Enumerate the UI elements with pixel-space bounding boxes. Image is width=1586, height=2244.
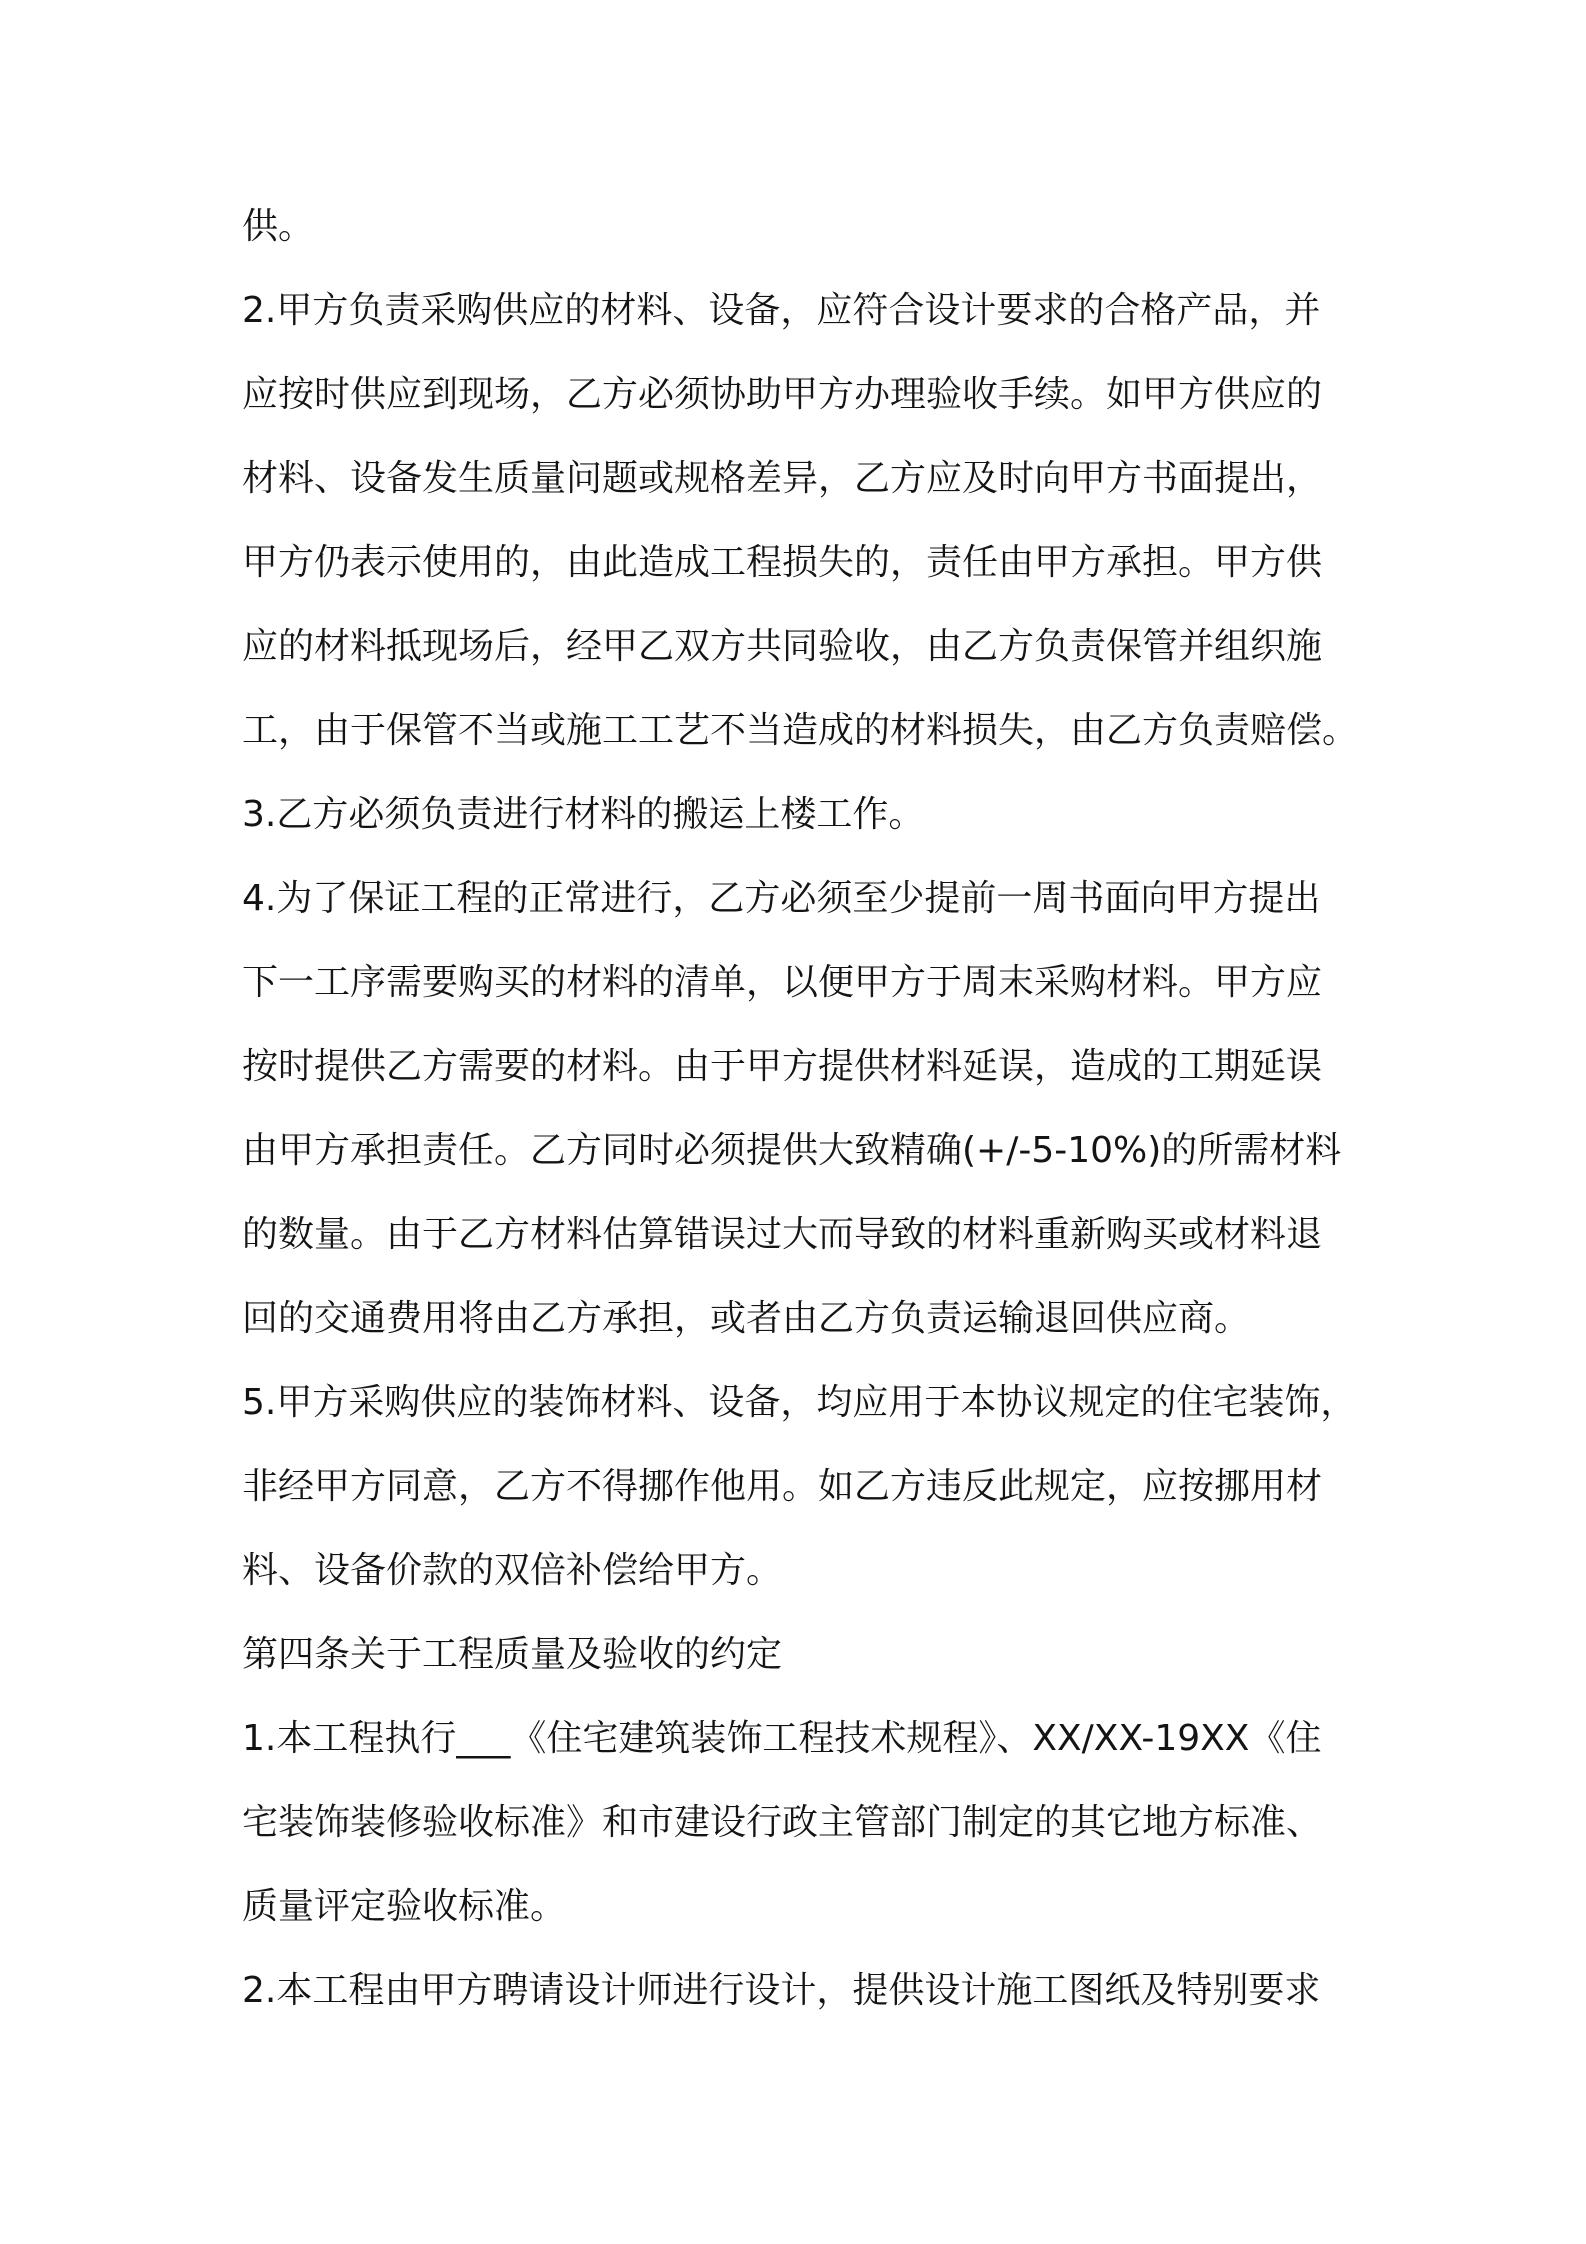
text-line: 应的材料抵现场后，经甲乙双方共同验收，由乙方负责保管并组织施 bbox=[242, 626, 1323, 667]
text-line: 4.为了保证工程的正常进行，乙方必须至少提前一周书面向甲方提出 bbox=[242, 878, 1321, 919]
text-line: 非经甲方同意，乙方不得挪作他用。如乙方违反此规定，应按挪用材 bbox=[242, 1466, 1323, 1507]
text-line: 2.本工程由甲方聘请设计师进行设计，提供设计施工图纸及特别要求 bbox=[242, 1970, 1321, 2011]
text-line: 的数量。由于乙方材料估算错误过大而导致的材料重新购买或材料退 bbox=[242, 1214, 1323, 1255]
text-line: 1.本工程执行___《住宅建筑装饰工程技术规程》、XX/XX-19XX《住 bbox=[242, 1718, 1322, 1759]
text-line: 材料、设备发生质量问题或规格差异，乙方应及时向甲方书面提出， bbox=[242, 458, 1323, 499]
text-line: 按时提供乙方需要的材料。由于甲方提供材料延误，造成的工期延误 bbox=[242, 1046, 1323, 1087]
text-line: 宅装饰装修验收标准》和市建设行政主管部门制定的其它地方标准、 bbox=[242, 1802, 1323, 1843]
text-line: 料、设备价款的双倍补偿给甲方。 bbox=[242, 1550, 783, 1591]
text-line: 回的交通费用将由乙方承担，或者由乙方负责运输退回供应商。 bbox=[242, 1298, 1251, 1339]
text-line: 3.乙方必须负责进行材料的搬运上楼工作。 bbox=[242, 794, 925, 835]
text-line: 供。 bbox=[242, 206, 315, 247]
text-line: 甲方仍表示使用的，由此造成工程损失的，责任由甲方承担。甲方供 bbox=[242, 542, 1323, 583]
text-line: 质量评定验收标准。 bbox=[242, 1886, 567, 1927]
text-line: 工，由于保管不当或施工工艺不当造成的材料损失，由乙方负责赔偿。 bbox=[242, 710, 1359, 751]
section-heading: 第四条关于工程质量及验收的约定 bbox=[242, 1634, 783, 1675]
text-line: 下一工序需要购买的材料的清单，以便甲方于周末采购材料。甲方应 bbox=[242, 962, 1323, 1003]
text-line: 2.甲方负责采购供应的材料、设备，应符合设计要求的合格产品，并 bbox=[242, 290, 1321, 331]
text-line: 由甲方承担责任。乙方同时必须提供大致精确(+/-5-10%)的所需材料 bbox=[242, 1130, 1342, 1171]
text-line: 应按时供应到现场，乙方必须协助甲方办理验收手续。如甲方供应的 bbox=[242, 374, 1323, 415]
text-line: 5.甲方采购供应的装饰材料、设备，均应用于本协议规定的住宅装饰， bbox=[242, 1382, 1357, 1423]
